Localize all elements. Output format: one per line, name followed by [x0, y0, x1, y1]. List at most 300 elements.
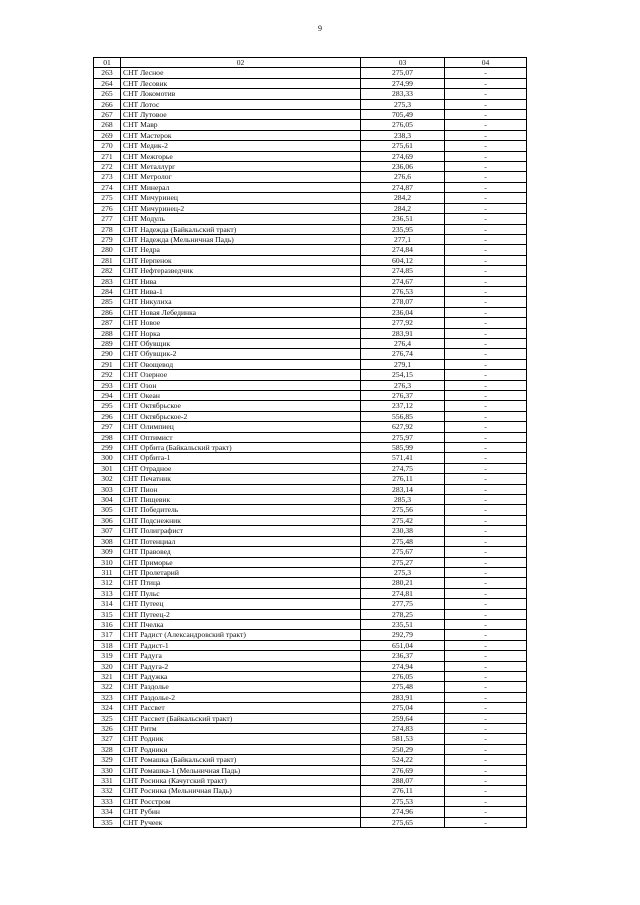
row-number: 334: [94, 807, 121, 817]
row-number: 269: [94, 130, 121, 140]
row-value: 274,69: [361, 151, 445, 161]
table-row: [94, 338, 527, 348]
row-number: 279: [94, 234, 121, 244]
row-value: 705,49: [361, 110, 445, 120]
row-name: СНТ Метролог: [121, 172, 361, 182]
table-row: [94, 203, 527, 213]
table-row: [94, 370, 527, 380]
row-flag: -: [445, 193, 527, 203]
row-name: СНТ Обувщик-2: [121, 349, 361, 359]
row-value: 238,3: [361, 130, 445, 140]
row-flag: -: [445, 422, 527, 432]
row-name: СНТ Океан: [121, 391, 361, 401]
table-row: [94, 505, 527, 515]
row-number: 295: [94, 401, 121, 411]
table-row: [94, 359, 527, 369]
row-number: 328: [94, 744, 121, 754]
row-flag: -: [445, 130, 527, 140]
row-value: 581,53: [361, 734, 445, 744]
row-value: 283,14: [361, 484, 445, 494]
table-row: [94, 463, 527, 473]
table-row: [94, 276, 527, 286]
table-row: [94, 380, 527, 390]
row-value: 276,6: [361, 172, 445, 182]
table-row: [94, 255, 527, 265]
row-number: 301: [94, 463, 121, 473]
row-name: СНТ Недра: [121, 245, 361, 255]
row-flag: -: [445, 619, 527, 629]
row-name: СНТ Победитель: [121, 505, 361, 515]
row-name: СНТ Минерал: [121, 182, 361, 192]
row-name: СНТ Пчелка: [121, 619, 361, 629]
row-name: СНТ Пион: [121, 484, 361, 494]
row-value: 288,07: [361, 776, 445, 786]
row-number: 315: [94, 609, 121, 619]
table-row: [94, 765, 527, 775]
row-name: СНТ Родники: [121, 744, 361, 754]
row-name: СНТ Мастерок: [121, 130, 361, 140]
table-row: [94, 182, 527, 192]
row-flag: -: [445, 110, 527, 120]
table-row: [94, 536, 527, 546]
row-value: 275,42: [361, 515, 445, 525]
row-name: СНТ Нерпенок: [121, 255, 361, 265]
row-number: 325: [94, 713, 121, 723]
row-flag: -: [445, 120, 527, 130]
table-row: [94, 682, 527, 692]
row-name: СНТ Пульс: [121, 588, 361, 598]
table-row: [94, 245, 527, 255]
row-number: 311: [94, 567, 121, 577]
row-name: СНТ Ромашка (Байкальский тракт): [121, 755, 361, 765]
row-flag: -: [445, 463, 527, 473]
row-value: 277,92: [361, 318, 445, 328]
row-number: 266: [94, 99, 121, 109]
row-name: СНТ Локомотив: [121, 89, 361, 99]
row-name: СНТ Родник: [121, 734, 361, 744]
table-row: [94, 68, 527, 78]
row-flag: -: [445, 567, 527, 577]
row-flag: -: [445, 703, 527, 713]
column-header-03: 03: [361, 58, 445, 68]
row-name: СНТ Ручеек: [121, 817, 361, 827]
row-value: 278,25: [361, 609, 445, 619]
table-row: [94, 599, 527, 609]
row-number: 329: [94, 755, 121, 765]
row-value: 284,2: [361, 193, 445, 203]
table-row: [94, 401, 527, 411]
row-flag: -: [445, 214, 527, 224]
row-value: 275,61: [361, 141, 445, 151]
row-flag: -: [445, 203, 527, 213]
column-header-02: 02: [121, 58, 361, 68]
row-flag: -: [445, 224, 527, 234]
table-row: [94, 495, 527, 505]
row-name: СНТ Рассвет (Байкальский тракт): [121, 713, 361, 723]
row-name: СНТ Нефтеразведчик: [121, 266, 361, 276]
row-number: 333: [94, 796, 121, 806]
row-number: 305: [94, 505, 121, 515]
table-row: [94, 443, 527, 453]
row-number: 327: [94, 734, 121, 744]
row-name: СНТ Овощевод: [121, 359, 361, 369]
row-value: 585,99: [361, 443, 445, 453]
row-flag: -: [445, 286, 527, 296]
row-name: СНТ Лутовое: [121, 110, 361, 120]
row-name: СНТ Межгорье: [121, 151, 361, 161]
table-row: [94, 234, 527, 244]
row-number: 307: [94, 526, 121, 536]
row-value: 571,41: [361, 453, 445, 463]
row-flag: -: [445, 370, 527, 380]
row-number: 263: [94, 68, 121, 78]
row-flag: -: [445, 99, 527, 109]
row-number: 277: [94, 214, 121, 224]
row-flag: -: [445, 297, 527, 307]
row-value: 276,3: [361, 380, 445, 390]
row-name: СНТ Мичуринец: [121, 193, 361, 203]
page-number: 9: [318, 24, 322, 33]
table-row: [94, 567, 527, 577]
table-row: [94, 89, 527, 99]
row-name: СНТ Полиграфист: [121, 526, 361, 536]
row-name: СНТ Росстром: [121, 796, 361, 806]
header-row: [94, 58, 527, 68]
row-flag: -: [445, 713, 527, 723]
table-row: [94, 162, 527, 172]
row-value: 274,75: [361, 463, 445, 473]
row-value: 259,64: [361, 713, 445, 723]
row-value: 275,3: [361, 567, 445, 577]
row-number: 299: [94, 443, 121, 453]
row-value: 280,21: [361, 578, 445, 588]
row-number: 332: [94, 786, 121, 796]
row-flag: -: [445, 411, 527, 421]
table-row: [94, 214, 527, 224]
row-flag: -: [445, 78, 527, 88]
row-value: 651,04: [361, 640, 445, 650]
row-flag: -: [445, 671, 527, 681]
row-flag: -: [445, 776, 527, 786]
row-flag: -: [445, 182, 527, 192]
row-flag: -: [445, 796, 527, 806]
row-flag: -: [445, 432, 527, 442]
row-name: СНТ Рассвет: [121, 703, 361, 713]
row-value: 276,11: [361, 474, 445, 484]
table-row: [94, 578, 527, 588]
row-value: 274,84: [361, 245, 445, 255]
table-row: [94, 796, 527, 806]
row-value: 275,53: [361, 796, 445, 806]
table-row: [94, 744, 527, 754]
row-name: СНТ Орбита-1: [121, 453, 361, 463]
row-number: 268: [94, 120, 121, 130]
row-value: 274,87: [361, 182, 445, 192]
table-row: [94, 224, 527, 234]
row-value: 277,75: [361, 599, 445, 609]
table-row: [94, 703, 527, 713]
row-number: 323: [94, 692, 121, 702]
row-value: 275,48: [361, 536, 445, 546]
row-name: СНТ Лотос: [121, 99, 361, 109]
row-number: 290: [94, 349, 121, 359]
row-name: СНТ Росинка (Мельничная Падь): [121, 786, 361, 796]
row-value: 275,07: [361, 68, 445, 78]
row-value: 556,85: [361, 411, 445, 421]
table-row: [94, 588, 527, 598]
table-row: [94, 651, 527, 661]
column-header-04: 04: [445, 58, 527, 68]
row-flag: -: [445, 786, 527, 796]
row-flag: -: [445, 505, 527, 515]
table-row: [94, 78, 527, 88]
row-name: СНТ Росинка (Качугский тракт): [121, 776, 361, 786]
row-value: 275,04: [361, 703, 445, 713]
row-name: СНТ Оптимист: [121, 432, 361, 442]
row-number: 282: [94, 266, 121, 276]
row-number: 304: [94, 495, 121, 505]
row-flag: -: [445, 734, 527, 744]
row-name: СНТ Пищевик: [121, 495, 361, 505]
row-value: 285,3: [361, 495, 445, 505]
row-number: 321: [94, 671, 121, 681]
row-name: СНТ Орбита (Байкальский тракт): [121, 443, 361, 453]
row-name: СНТ Радужка: [121, 671, 361, 681]
row-number: 288: [94, 328, 121, 338]
row-name: СНТ Радуга-2: [121, 661, 361, 671]
table-row: [94, 619, 527, 629]
row-flag: -: [445, 307, 527, 317]
row-value: 283,33: [361, 89, 445, 99]
row-name: СНТ Олимпиец: [121, 422, 361, 432]
row-number: 302: [94, 474, 121, 484]
row-number: 265: [94, 89, 121, 99]
table-row: [94, 141, 527, 151]
table-row: [94, 661, 527, 671]
table-row: [94, 786, 527, 796]
row-value: 274,81: [361, 588, 445, 598]
row-number: 278: [94, 224, 121, 234]
row-number: 314: [94, 599, 121, 609]
row-value: 230,38: [361, 526, 445, 536]
row-flag: -: [445, 588, 527, 598]
table-row: [94, 724, 527, 734]
row-value: 275,56: [361, 505, 445, 515]
row-flag: -: [445, 724, 527, 734]
row-value: 274,99: [361, 78, 445, 88]
row-number: 287: [94, 318, 121, 328]
row-flag: -: [445, 234, 527, 244]
row-flag: -: [445, 692, 527, 702]
table-row: [94, 526, 527, 536]
row-value: 237,12: [361, 401, 445, 411]
row-number: 319: [94, 651, 121, 661]
table-row: [94, 453, 527, 463]
row-value: 250,29: [361, 744, 445, 754]
table-row: [94, 640, 527, 650]
row-flag: -: [445, 276, 527, 286]
row-flag: -: [445, 255, 527, 265]
row-flag: -: [445, 515, 527, 525]
table-row: [94, 547, 527, 557]
row-number: 286: [94, 307, 121, 317]
table-row: [94, 349, 527, 359]
row-number: 335: [94, 817, 121, 827]
row-name: СНТ Медик-2: [121, 141, 361, 151]
row-flag: -: [445, 151, 527, 161]
row-flag: -: [445, 266, 527, 276]
row-name: СНТ Новая Лебединка: [121, 307, 361, 317]
row-value: 604,12: [361, 255, 445, 265]
row-flag: -: [445, 443, 527, 453]
column-header-01: 01: [94, 58, 121, 68]
table-row: [94, 422, 527, 432]
table-row: [94, 734, 527, 744]
table-row: [94, 630, 527, 640]
row-number: 313: [94, 588, 121, 598]
row-value: 284,2: [361, 203, 445, 213]
row-name: СНТ Радист (Александровский тракт): [121, 630, 361, 640]
table-row: [94, 328, 527, 338]
row-flag: -: [445, 474, 527, 484]
row-flag: -: [445, 547, 527, 557]
row-value: 283,91: [361, 692, 445, 702]
row-value: 275,67: [361, 547, 445, 557]
row-flag: -: [445, 526, 527, 536]
row-number: 300: [94, 453, 121, 463]
row-value: 275,27: [361, 557, 445, 567]
table-row: [94, 713, 527, 723]
row-name: СНТ Отрадное: [121, 463, 361, 473]
row-name: СНТ Потенциал: [121, 536, 361, 546]
row-flag: -: [445, 599, 527, 609]
row-flag: -: [445, 359, 527, 369]
row-number: 322: [94, 682, 121, 692]
row-name: СНТ Металлург: [121, 162, 361, 172]
row-number: 331: [94, 776, 121, 786]
row-value: 236,37: [361, 651, 445, 661]
row-value: 276,05: [361, 120, 445, 130]
table-row: [94, 172, 527, 182]
row-value: 276,37: [361, 391, 445, 401]
row-value: 277,1: [361, 234, 445, 244]
row-name: СНТ Нива: [121, 276, 361, 286]
table-row: [94, 817, 527, 827]
row-value: 274,83: [361, 724, 445, 734]
row-flag: -: [445, 807, 527, 817]
row-name: СНТ Рубин: [121, 807, 361, 817]
row-value: 276,11: [361, 786, 445, 796]
row-flag: -: [445, 682, 527, 692]
row-number: 281: [94, 255, 121, 265]
row-number: 296: [94, 411, 121, 421]
row-number: 330: [94, 765, 121, 775]
row-flag: -: [445, 391, 527, 401]
table-row: [94, 807, 527, 817]
row-number: 310: [94, 557, 121, 567]
row-number: 264: [94, 78, 121, 88]
row-number: 283: [94, 276, 121, 286]
row-name: СНТ Радист-1: [121, 640, 361, 650]
row-value: 292,79: [361, 630, 445, 640]
row-number: 276: [94, 203, 121, 213]
row-name: СНТ Надежда (Байкальский тракт): [121, 224, 361, 234]
row-number: 275: [94, 193, 121, 203]
row-name: СНТ Путеец: [121, 599, 361, 609]
row-number: 317: [94, 630, 121, 640]
row-number: 271: [94, 151, 121, 161]
row-name: СНТ Радуга: [121, 651, 361, 661]
row-name: СНТ Мавр: [121, 120, 361, 130]
row-number: 326: [94, 724, 121, 734]
row-name: СНТ Новое: [121, 318, 361, 328]
row-name: СНТ Приморье: [121, 557, 361, 567]
row-number: 293: [94, 380, 121, 390]
table-row: [94, 120, 527, 130]
row-number: 306: [94, 515, 121, 525]
row-value: 276,53: [361, 286, 445, 296]
table-row: [94, 297, 527, 307]
row-flag: -: [445, 245, 527, 255]
row-number: 320: [94, 661, 121, 671]
row-flag: -: [445, 89, 527, 99]
row-name: СНТ Подснежник: [121, 515, 361, 525]
row-value: 283,91: [361, 328, 445, 338]
row-flag: -: [445, 401, 527, 411]
row-value: 235,95: [361, 224, 445, 234]
row-value: 275,97: [361, 432, 445, 442]
row-name: СНТ Надежда (Мельничная Падь): [121, 234, 361, 244]
table-row: [94, 776, 527, 786]
row-number: 291: [94, 359, 121, 369]
table-row: [94, 474, 527, 484]
table-row: [94, 609, 527, 619]
row-flag: -: [445, 495, 527, 505]
row-name: СНТ Озерное: [121, 370, 361, 380]
row-name: СНТ Мичуринец-2: [121, 203, 361, 213]
row-flag: -: [445, 484, 527, 494]
row-value: 275,3: [361, 99, 445, 109]
row-number: 284: [94, 286, 121, 296]
table-row: [94, 110, 527, 120]
row-number: 274: [94, 182, 121, 192]
table-row: [94, 692, 527, 702]
row-value: 278,07: [361, 297, 445, 307]
row-flag: -: [445, 328, 527, 338]
row-number: 270: [94, 141, 121, 151]
row-flag: -: [445, 338, 527, 348]
table-row: [94, 515, 527, 525]
row-name: СНТ Пролетарий: [121, 567, 361, 577]
table-row: [94, 99, 527, 109]
row-flag: -: [445, 755, 527, 765]
row-name: СНТ Лесовик: [121, 78, 361, 88]
table-row: [94, 318, 527, 328]
row-name: СНТ Озон: [121, 380, 361, 390]
row-value: 274,67: [361, 276, 445, 286]
row-number: 280: [94, 245, 121, 255]
row-flag: -: [445, 68, 527, 78]
row-name: СНТ Раздолье-2: [121, 692, 361, 702]
row-flag: -: [445, 141, 527, 151]
row-flag: -: [445, 349, 527, 359]
table-row: [94, 193, 527, 203]
row-name: СНТ Путеец-2: [121, 609, 361, 619]
row-name: СНТ Печатник: [121, 474, 361, 484]
row-name: СНТ Ромашка-1 (Мельничная Падь): [121, 765, 361, 775]
row-name: СНТ Правовед: [121, 547, 361, 557]
row-value: 276,05: [361, 671, 445, 681]
